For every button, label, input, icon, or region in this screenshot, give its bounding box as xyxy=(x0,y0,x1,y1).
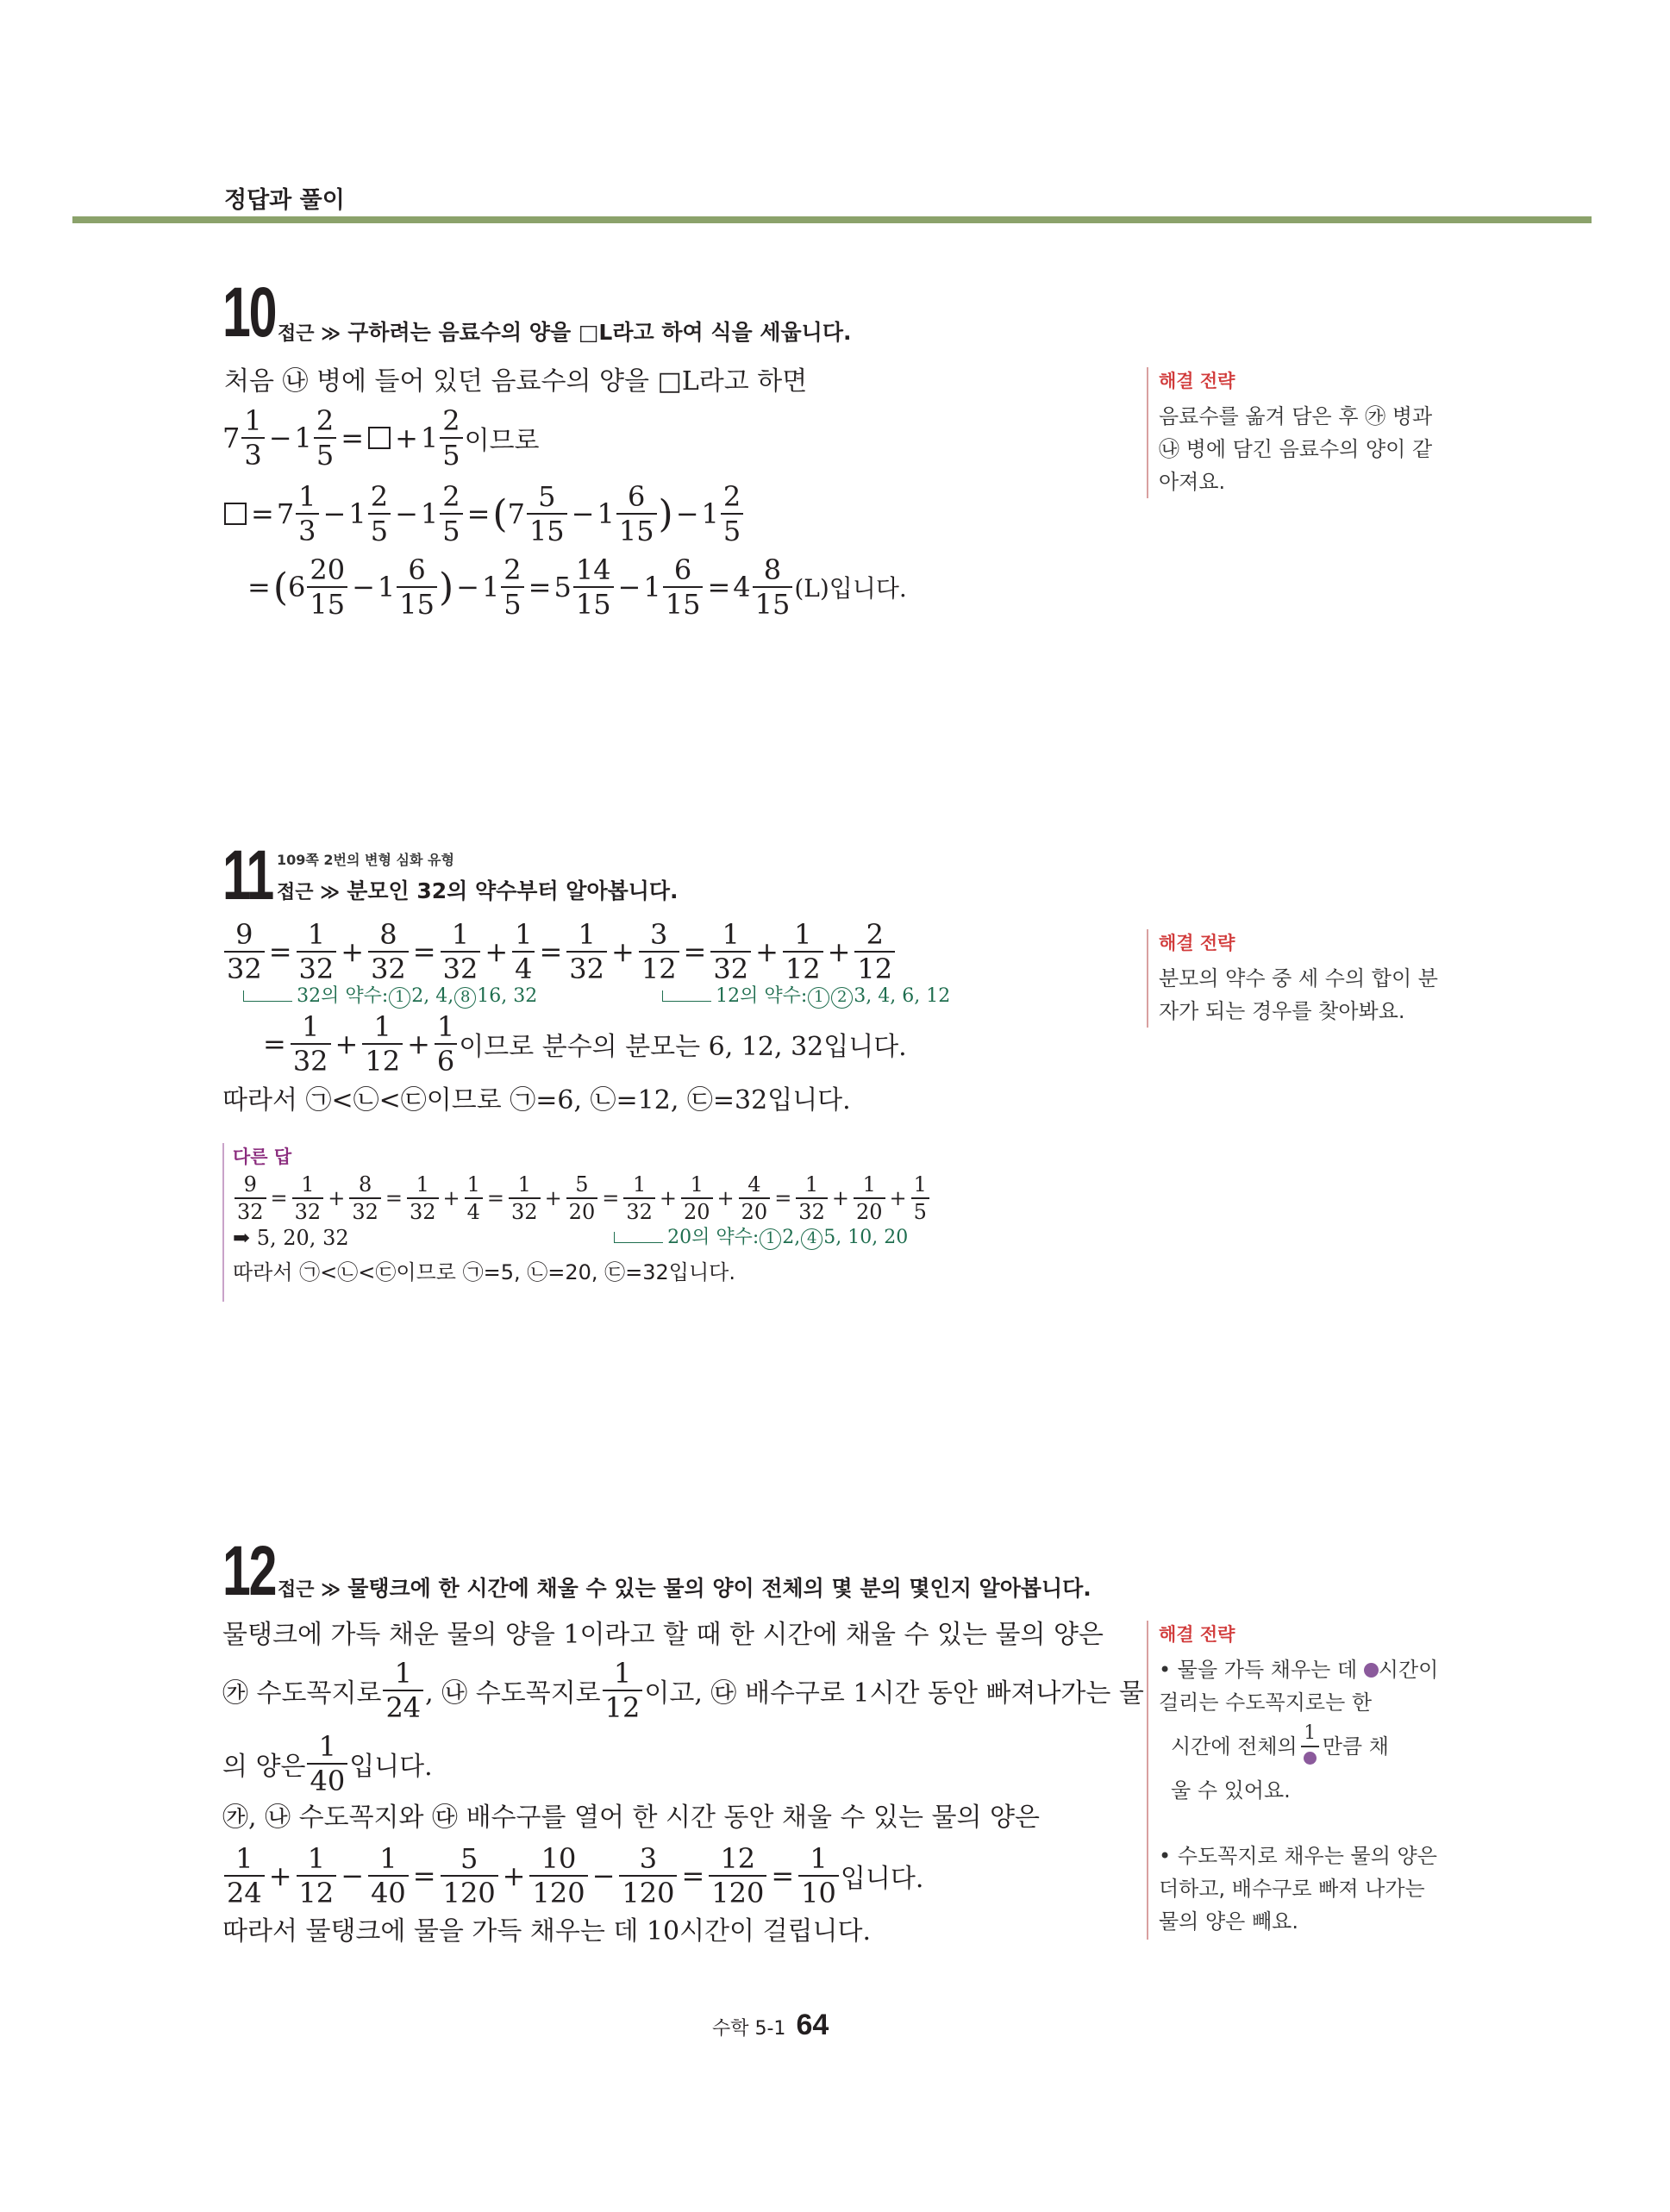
q11-note2-suffix: 3, 4, 6, 12 xyxy=(854,985,951,1007)
q12-side-b1-a: • 물을 가득 채우는 데 xyxy=(1159,1658,1358,1682)
q11-note-2 xyxy=(662,981,950,1009)
q11-other-note-circle1: 1 xyxy=(760,1228,781,1250)
q12-line-2: ㉮ 수도꼭지로 $\frac{1}{24}$ , ㉯ 수도꼭지로 $\frac{1}{12}$ 이고, ㉰ 배수구로 1시간 동안 빠져나가는 물 xyxy=(222,1657,1144,1724)
q11-other-note xyxy=(614,1222,908,1250)
q11-other-equation: $\frac{9}{32}$ = $\frac{1}{32}$ + $\frac{8}{32}$ = $\frac{1}{32}$ + $\frac{1}{4}$ = $\frac{1}{32}$ + $\frac{5}{20}$ = $\frac{1}{32}$ + $\frac{1}{20}$ + $\frac{4}{20}$ = $\frac{1}{32}$ + $\frac{1}{20}$ + $\frac{1}{5}$ xyxy=(233,1174,1009,1222)
q12-approach xyxy=(278,1572,1091,1603)
q10-intro: 처음 ㉯ 병에 들어 있던 음료수의 양을 □L라고 하면 xyxy=(224,366,808,397)
q12-line2-b: , ㉯ 수도꼭지로 xyxy=(425,1678,601,1709)
q10-approach-label: 접근 ≫ xyxy=(278,323,341,345)
q11-note1-mid: 2, 4, xyxy=(411,985,454,1007)
q11-other-arrow-line: ➡ 5, 20, 32 xyxy=(233,1226,349,1250)
q12-conclusion: 따라서 물탱크에 물을 가득 채우는 데 10시간이 걸립니다. xyxy=(222,1916,872,1946)
q11-other-note-suffix: 5, 10, 20 xyxy=(823,1227,909,1248)
q11-note1-suffix: 16, 32 xyxy=(477,985,538,1007)
q11-note2-prefix: 12의 약수: xyxy=(716,985,808,1007)
q12-side-label: 해결 전략 xyxy=(1159,1624,1235,1645)
q11-note1-circle2: 8 xyxy=(454,987,476,1009)
question-number-11: 11 xyxy=(222,836,273,915)
q12-line-3: 의 양은 $\frac{1}{40}$ 입니다. xyxy=(222,1730,433,1797)
q10-approach xyxy=(278,316,851,347)
q12-approach-label: 접근 ≫ xyxy=(278,1579,341,1601)
q11-side-text: 분모의 약수 중 세 수의 합이 분자가 되는 경우를 찾아봐요. xyxy=(1159,966,1438,1023)
q10-equation-2: = 7 $\frac{1}{3}$ − 1 $\frac{2}{5}$ − 1 $\frac{2}{5}$ = ( 7 $\frac{5}{15}$ − 1 $\frac{6}{15}$ ) − 1 $\frac{2}{5}$ xyxy=(222,483,745,545)
q11-approach-text: 분모인 32의 약수부터 알아봅니다. xyxy=(347,878,679,903)
q12-line-1: 물탱크에 가득 채운 물의 양을 1이라고 할 때 한 시간에 채울 수 있는 물의 양은 xyxy=(222,1620,1104,1650)
q10-line1-suffix: 이므로 xyxy=(464,426,540,456)
q11-other-answer-box xyxy=(222,1143,1009,1302)
q12-side-b1-e: 울 수 있어요. xyxy=(1171,1778,1291,1803)
filled-dot-icon xyxy=(1364,1663,1379,1678)
q11-note2-circle1: 1 xyxy=(808,987,829,1009)
q11-note1-prefix: 32의 약수: xyxy=(297,985,389,1007)
q12-side-b1-b: 시간이 걸리는 수도꼭지로는 한 xyxy=(1159,1658,1439,1715)
q10-sidebar xyxy=(1147,367,1443,498)
q11-other-conclusion: 따라서 ㉠<㉡<㉢이므로 ㉠=5, ㉡=20, ㉢=32입니다. xyxy=(233,1260,735,1284)
q11-other-label: 다른 답 xyxy=(233,1147,292,1167)
q11-other-note-circle2: 4 xyxy=(801,1228,822,1250)
q12-side-bullet-2: • 수도꼭지로 채우는 물의 양은 더하고, 배수구로 빠져 나가는 물의 양은 빼요. xyxy=(1159,1844,1437,1934)
q11-note1-circle1: 1 xyxy=(389,987,410,1009)
q11-conclusion: 따라서 ㉠<㉡<㉢이므로 ㉠=6, ㉡=12, ㉢=32입니다. xyxy=(222,1085,851,1115)
page-footer xyxy=(712,2009,829,2042)
q12-side-bullet-1: • 물을 가득 채우는 데 시간이 걸리는 수도꼭지로는 한 시간에 전체의 1 만큼 채 울 수 있어요. xyxy=(1159,1653,1443,1807)
q11-approach xyxy=(277,874,679,905)
footer-subject: 수학 5-1 xyxy=(712,2018,786,2040)
question-number-10: 10 xyxy=(222,273,276,352)
q11-other-note-mid: 2, xyxy=(782,1227,801,1248)
q12-line2-c: 이고, ㉰ 배수구로 1시간 동안 빠져나가는 물 xyxy=(644,1678,1144,1709)
q11-sidebar xyxy=(1147,929,1443,1028)
q10-approach-text: 구하려는 음료수의 양을 □L라고 하여 식을 세웁니다. xyxy=(347,320,852,345)
q11-equation-2: = $\frac{1}{32}$ + $\frac{1}{12}$ + $\frac{1}{6}$ 이므로 분수의 분모는 6, 12, 32입니다. xyxy=(263,1010,907,1078)
q11-approach-label: 접근 ≫ xyxy=(277,882,341,903)
q12-approach-text: 물탱크에 한 시간에 채울 수 있는 물의 양이 전체의 몇 분의 몇인지 알아봅니다. xyxy=(347,1576,1091,1601)
q12-equation: $\frac{1}{24}$ + $\frac{1}{12}$ − $\frac{1}{40}$ = $\frac{5}{120}$ + $\frac{10}{120}$ − $\frac{3}{120}$ = $\frac{12}{120}$ = $\frac{1}{10}$ 입니다. xyxy=(222,1845,923,1907)
q10-side-text: 음료수를 옮겨 담은 후 ㉮ 병과 ㉯ 병에 담긴 음료수의 양이 같아져요. xyxy=(1159,404,1433,494)
filled-dot-icon xyxy=(1304,1752,1317,1765)
q11-side-label: 해결 전략 xyxy=(1159,933,1235,953)
q10-line3-suffix: (L)입니다. xyxy=(794,574,907,603)
q12-side-b1-d: 만큼 채 xyxy=(1322,1734,1389,1759)
q12-sidebar xyxy=(1147,1621,1443,1940)
q12-line3-b: 입니다. xyxy=(349,1752,433,1782)
q12-line-4: ㉮, ㉯ 수도꼭지와 ㉰ 배수구를 열어 한 시간 동안 채울 수 있는 물의 양은 xyxy=(222,1803,1041,1833)
q11-equation-1: $\frac{9}{32}$ = $\frac{1}{32}$ + $\frac{8}{32}$ = $\frac{1}{32}$ + $\frac{1}{4}$ = $\frac{1}{32}$ + $\frac{3}{12}$ = $\frac{1}{32}$ + $\frac{1}{12}$ + $\frac{2}{12}$ xyxy=(222,921,897,983)
q10-side-label: 해결 전략 xyxy=(1159,371,1235,391)
q12-line5-suffix: 입니다. xyxy=(840,1864,924,1894)
q12-side-b1-c: 시간에 전체의 xyxy=(1171,1734,1298,1759)
footer-page-number: 64 xyxy=(796,2009,829,2041)
q10-equation-3: = ( 6 $\frac{20}{15}$ − 1 $\frac{6}{15}$ ) − 1 $\frac{2}{5}$ = 5 $\frac{14}{15}$ − 1 $\frac{6}{15}$ = 4 $\frac{8}{15}$ (L)입니다. xyxy=(247,553,907,621)
q11-source-tag: 109쪽 2번의 변형 심화 유형 xyxy=(277,852,454,868)
header-rule xyxy=(72,216,1592,223)
q11-other-note-prefix: 20의 약수: xyxy=(667,1227,760,1248)
question-number-12: 12 xyxy=(222,1532,276,1610)
q10-equation-1: 7 $\frac{1}{3}$ − 1 $\frac{2}{5}$ = + 1 $\frac{2}{5}$ 이므로 xyxy=(222,404,540,472)
q12-line3-a: 의 양은 xyxy=(222,1752,306,1782)
page-header-title: 정답과 풀이 xyxy=(224,187,345,214)
q11-note-1 xyxy=(243,981,537,1009)
q12-line2-a: ㉮ 수도꼭지로 xyxy=(222,1678,382,1709)
q11-note2-circle2: 2 xyxy=(831,987,853,1009)
q11-line2-suffix: 이므로 분수의 분모는 6, 12, 32입니다. xyxy=(459,1032,907,1062)
